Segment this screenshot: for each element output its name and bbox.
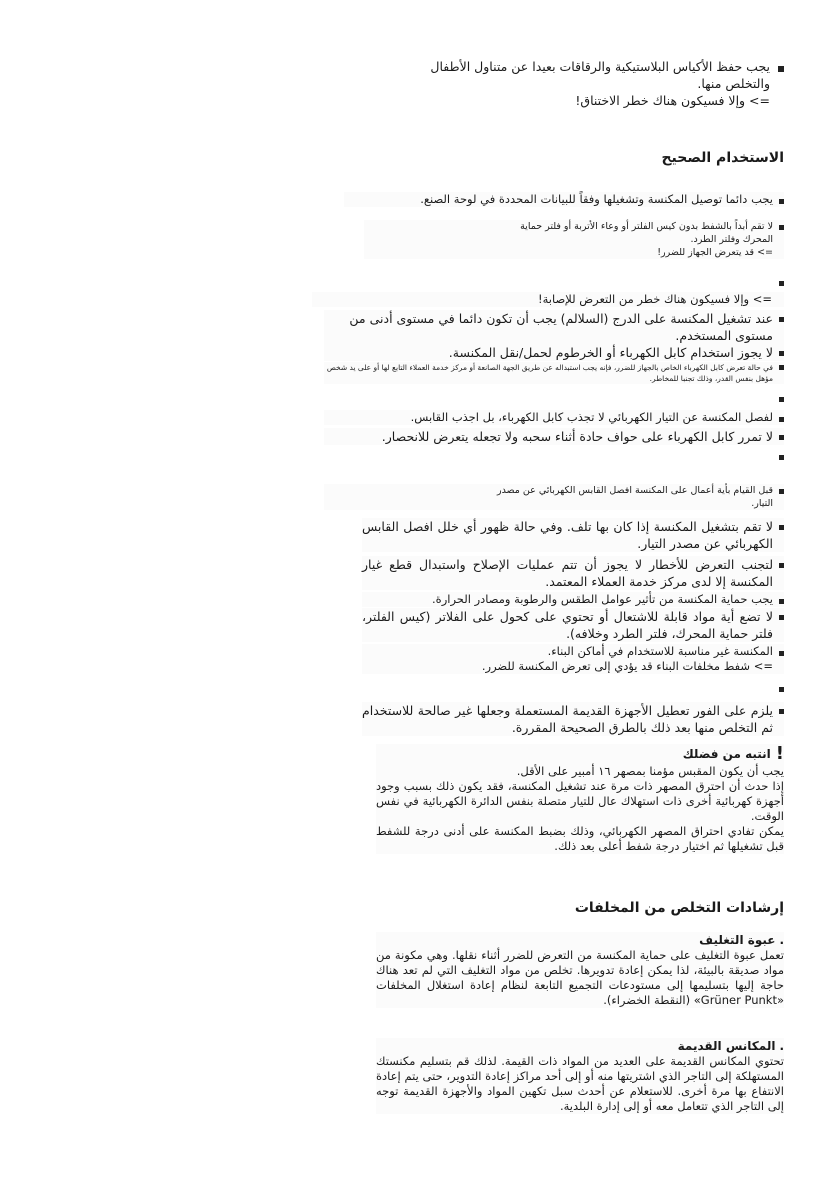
disposal-packaging — [376, 932, 784, 1008]
disposal-old-vacuums — [376, 1038, 784, 1114]
list-item-text: في حالة تعرض كابل الكهرباء الخاص بالجهاز للضرر، فإنه يجب استبداله عن طريق الجهة الصانعة أو مركز خدمة العملاء التابع لها أو على يد شخص مؤهل بنفس القدر، وذلك تجنبا للمخاطر. — [326, 363, 773, 383]
square-bullet-icon — [779, 709, 784, 714]
square-bullet-icon — [779, 199, 784, 204]
proper-use-item-weather — [362, 592, 784, 607]
old-vacuums-title: .المكانس القديمة — [677, 1039, 784, 1053]
injury-warning: => وإلا فسيكون هناك خطر من التعرض للإصابة! — [312, 292, 784, 307]
proper-use-item-old-devices — [362, 702, 784, 736]
intro-warning-text: => وإلا فسيكون هناك خطر الاختناق! — [575, 93, 770, 108]
list-item-text: المكنسة غير مناسبة للاستخدام في أماكن البناء. — [547, 644, 773, 658]
list-item-text: لتجنب التعرض للأخطار لا يجوز أن تتم عمليات الإصلاح واستبدال قطع غيار المكنسة إلا لدى مركز خدمة العملاء المعتمد. — [362, 557, 773, 589]
proper-use-item-stairs — [324, 310, 784, 344]
square-bullet-icon — [779, 281, 784, 286]
proper-use-item-0 — [344, 192, 784, 207]
list-item-text: لا تضع أية مواد قابلة للاشتعال أو تحتوي على كحول على الفلاتر (كيس الفلتر، فلتر حماية المحرك، فلتر الطرد وخلافه). — [362, 609, 773, 641]
square-bullet-icon — [779, 397, 784, 402]
square-bullet-icon — [779, 365, 784, 370]
square-bullet-icon — [779, 317, 784, 322]
list-item-text: لا تقم أبداً بالشفط بدون كيس الفلتر أو وعاء الأتربة أو فلتر حماية المحرك وفلتر الطرد. — [520, 221, 773, 245]
empty-bullet — [764, 452, 784, 464]
square-bullet-icon — [779, 489, 784, 494]
warning-arrow-text: => شفط مخلفات البناء قد يؤدي إلى تعرض المكنسة للضرر. — [481, 659, 773, 673]
list-item — [384, 58, 784, 109]
attention-title: انتبه من فضلك — [682, 747, 771, 761]
empty-bullet — [764, 278, 784, 290]
proper-use-item-repairs — [362, 556, 784, 590]
square-bullet-icon — [779, 351, 784, 356]
intro-block — [384, 58, 784, 109]
proper-use-item-construction — [362, 644, 784, 674]
square-bullet-icon — [779, 225, 784, 230]
empty-bullet — [764, 684, 784, 696]
warning-arrow-text: => قد يتعرض الجهاز للضرر! — [657, 247, 773, 258]
intro-item-text: يجب حفظ الأكياس البلاستيكية والرقاقات بعيدا عن متناول الأطفال والتخلص منها. — [430, 59, 770, 91]
proper-use-item-unplug — [324, 410, 784, 425]
square-bullet-icon — [778, 66, 784, 72]
list-item-text: يجب دائما توصيل المكنسة وتشغيلها وفقاً للبيانات المحددة في لوحة الصنع. — [420, 192, 773, 206]
empty-bullet — [764, 394, 784, 406]
square-bullet-icon — [779, 563, 784, 568]
proper-use-item-damaged — [362, 518, 784, 552]
proper-use-item-1 — [364, 220, 784, 259]
square-bullet-icon — [779, 417, 784, 422]
proper-use-heading: الاستخدام الصحيح — [661, 150, 784, 166]
list-item-text: يجب حماية المكنسة من تأثير عوامل الطقس والرطوبة ومصادر الحرارة. — [432, 592, 773, 606]
attention-block — [376, 744, 784, 854]
square-bullet-icon — [779, 435, 784, 440]
attention-paragraph: يمكن تفادي احتراق المصهر الكهربائي، وذلك بضبط المكنسة على أدنى درجة للشفط قبل تشغيلها ثم اختيار درجة شفط أعلى بعد ذلك. — [376, 824, 784, 853]
proper-use-item-damaged-cable — [324, 362, 784, 384]
list-item-text: قبل القيام بأية أعمال على المكنسة افصل القابس الكهربائي عن مصدر التيار. — [496, 485, 773, 509]
packaging-title: .عبوة التغليف — [699, 933, 784, 947]
proper-use-item-sharp-edges — [324, 428, 784, 445]
list-item-text: يلزم على الفور تعطيل الأجهزة القديمة المستعملة وجعلها غير صالحة للاستخدام ثم التخلص منها بعد ذلك بالطرق الصحيحة المقررة. — [362, 703, 773, 735]
attention-paragraph: يجب أن يكون المقبس مؤمنا بمصهر ١٦ أمبير على الأقل. — [516, 764, 784, 778]
square-bullet-icon — [779, 599, 784, 604]
list-item-text: لا تقم بتشغيل المكنسة إذا كان بها تلف. وفي حالة ظهور أي خلل افصل القابس الكهربائي عن مصدر التيار. — [362, 519, 773, 551]
proper-use-item-flammable — [362, 608, 784, 642]
proper-use-item-cable — [324, 344, 784, 361]
packaging-text: تعمل عبوة التغليف على حماية المكنسة من التعرض للضرر أثناء نقلها. وهي مكونة من مواد صديقة بالبيئة، لذا يمكن إعادة تدويرها. تخلص من مواد التغليف التي لم تعد هناك حاجة إليها بتسليمها إلى مستودعات التجميع التابعة لنظام إعادة استغلال المخلفات «Grüner Punkt» (النقطة الخضراء). — [376, 948, 784, 1007]
square-bullet-icon — [779, 687, 784, 692]
square-bullet-icon — [779, 525, 784, 530]
list-item-text: لا يجوز استخدام كابل الكهرباء أو الخرطوم لحمل/نقل المكنسة. — [448, 345, 773, 360]
square-bullet-icon — [779, 651, 784, 656]
square-bullet-icon — [779, 615, 784, 620]
square-bullet-icon — [779, 455, 784, 460]
disposal-heading: إرشادات التخلص من المخلفات — [574, 900, 784, 916]
list-item-text: عند تشغيل المكنسة على الدرج (السلالم) يجب أن تكون دائما في مستوى أدنى من مستوى المستخدم. — [349, 311, 773, 343]
exclamation-icon: ! — [775, 743, 784, 764]
old-vacuums-text: تحتوي المكانس القديمة على العديد من المواد ذات القيمة. لذلك قم بتسليم مكنستك المستهلكة إلى التاجر الذي اشتريتها منه أو إلى أحد مراكز إعادة التدوير، حتى يتم إعادة الانتفاع بها مرة أخرى. للاستعلام عن أحدث سبل تكهين المواد والأجهزة القديمة توجه إلى التاجر الذي تتعامل معه أو إلى إدارة البلدية. — [376, 1054, 784, 1113]
list-item-text: لا تمرر كابل الكهرباء على حواف حادة أثناء سحبه ولا تجعله يتعرض للانحصار. — [381, 429, 773, 444]
list-item-text: لفصل المكنسة عن التيار الكهربائي لا تجذب كابل الكهرباء، بل اجذب القابس. — [410, 410, 773, 424]
proper-use-item-before-work — [324, 484, 784, 510]
attention-paragraph: إذا حدث أن احترق المصهر ذات مرة عند تشغيل المكنسة، فقد يكون ذلك بسبب وجود أجهزة كهربائية أخرى ذات استهلاك عال للتيار متصلة بنفس الدائرة الكهربائية في نفس الوقت. — [376, 779, 784, 823]
